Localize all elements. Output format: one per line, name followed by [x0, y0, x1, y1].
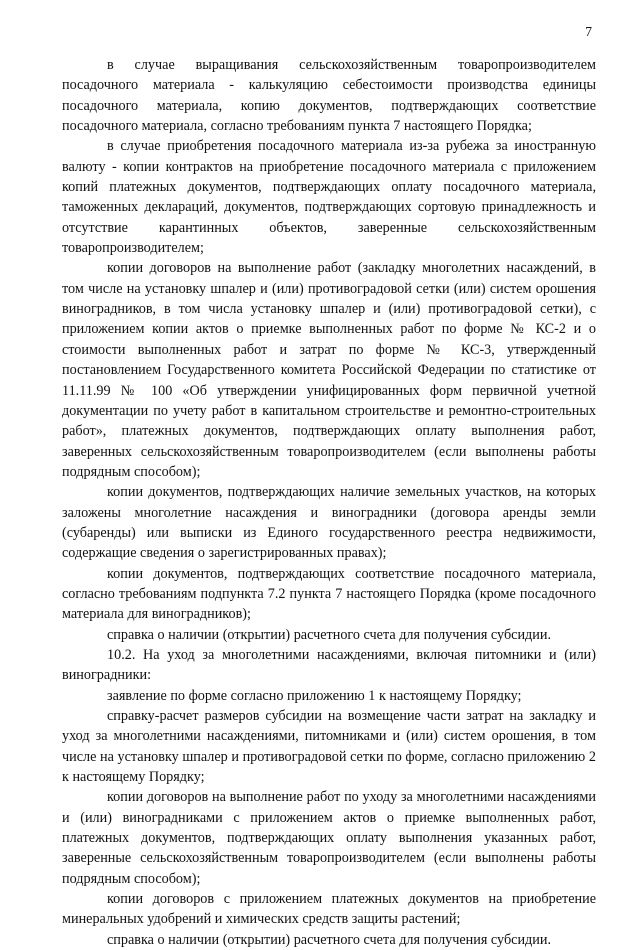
paragraph: копии договоров на выполнение работ по уходу за многолетними насаждениями и (или) виноградниками с приложением актов о приемке выполненных работ, платежных документов, подтверждающих оплату выполнения указанных работ, заверенные сельскохозяйственным товаропроизводителем (если выполнены работы подрядным способом); [62, 789, 596, 887]
paragraph: заявление по форме согласно приложению 1 к настоящему Порядку; [107, 687, 522, 704]
paragraph: 10.2. На уход за многолетними насаждениями, включая питомники и (или) виноградники: [62, 646, 596, 684]
paragraph: копии документов, подтверждающих соответствие посадочного материала, согласно требованиям подпункта 7.2 пункта 7 настоящего Порядка (кроме посадочного материала для виноградников); [62, 565, 596, 623]
paragraph: копии договоров с приложением платежных документов на приобретение минеральных удобрений и химических средств защиты растений; [62, 891, 596, 928]
paragraph: копии договоров на выполнение работ (закладку многолетних насаждений, в том числе на установку шпалер и (или) противоградовой сетки (или) систем орошения виноградников, в том числа установку шпалер и (или) противоградовой сетки), с приложением копии актов о приемке выполненных работ по форме № КС-2 и о стоимости выполненных работ и затрат по форме № КС-3, утвержденный постановлением Государственного комитета Российской Федерации по статистике от 11.11.99 № 100 «Об утверждении унифицированных форм первичной учетной документации по учету работ в капитальном строительстве и ремонтно-строительных работ», платежных документов, подтверждающих оплату выполнения работ, заверенных сельскохозяйственным товаропроизводителем (если выполнены работы подрядным способом); [62, 260, 596, 480]
paragraph: в случае выращивания сельскохозяйственным товаропроизводителем посадочного материала - калькуляцию себестоимости производства единицы посадочного материала, копию документов, подтверждающих соответствие посадочного материала, согласно требованиям пункта 7 настоящего Порядка; [62, 57, 596, 135]
paragraph: в случае приобретения посадочного материала из-за рубежа за иностранную валюту - копии контрактов на приобретение посадочного материала с приложением копий платежных документов, подтверждающих оплату посадочного материала, таможенных деклараций, документов, подтверждающих сортовую принадлежность и отсутствие карантинных объектов, заверенные сельскохозяйственным товаропроизводителем; [62, 138, 596, 257]
paragraph: справку-расчет размеров субсидии на возмещение части затрат на закладку и уход за многолетними насаждениями, питомниками и (или) систем орошения, в том числе на установку шпалер и противоградовой сетки по форме, согласно приложению 2 к настоящему Порядку; [62, 708, 596, 786]
paragraph: справка о наличии (открытии) расчетного счета для получения субсидии. [107, 626, 552, 643]
paragraph: копии документов, подтверждающих наличие земельных участков, на которых заложены многолетние насаждения и виноградники (договора аренды земли (субаренды) или выписки из Единого государственного реестра недвижимости, содержащие сведения о зарегистрированных правах); [62, 484, 596, 562]
document-body [62, 55, 596, 950]
paragraph: справка о наличии (открытии) расчетного счета для получения субсидии. [107, 931, 552, 948]
page-number: 7 [585, 24, 592, 39]
